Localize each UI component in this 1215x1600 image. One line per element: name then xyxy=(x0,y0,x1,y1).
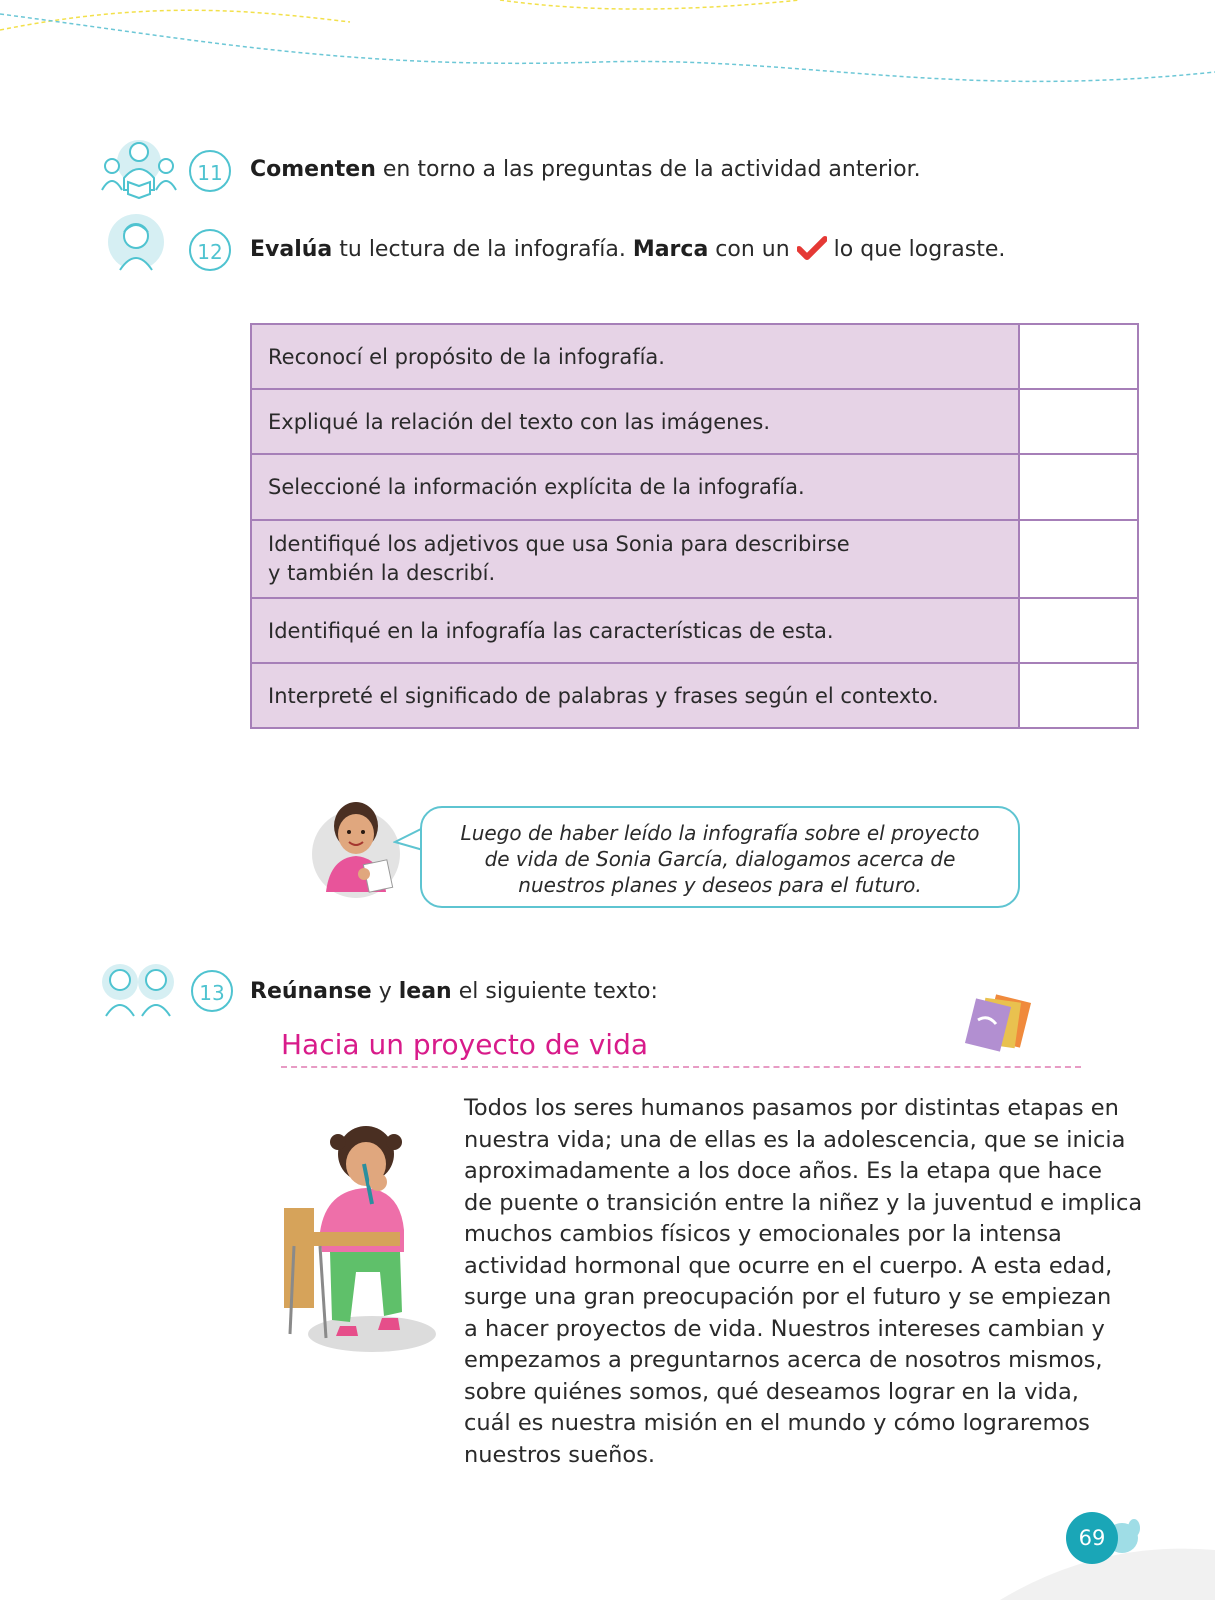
table-row xyxy=(251,598,1138,663)
evaluation-check-cell[interactable] xyxy=(1019,663,1138,728)
activity-13-instruction xyxy=(250,979,658,1004)
activity-11-text: en torno a las preguntas de la actividad anterior. xyxy=(375,157,921,182)
pair-students-icon xyxy=(100,958,176,1018)
activity-11-verb: Comenten xyxy=(250,157,376,182)
activity-13-verb-lean: lean xyxy=(398,979,452,1004)
evaluation-statement: Interpreté el significado de palabras y frases según el contexto. xyxy=(251,663,1019,728)
evaluation-check-cell[interactable] xyxy=(1019,324,1138,389)
evaluation-statement-line: y también la describí. xyxy=(268,561,496,585)
evaluation-check-cell[interactable] xyxy=(1019,598,1138,663)
reading-line: empezamos a preguntarnos acerca de nosotros mismos, xyxy=(464,1347,1103,1373)
speech-bubble-line: Luego de haber leído la infografía sobre el proyecto xyxy=(460,821,980,845)
decorative-wave xyxy=(0,0,1215,110)
evaluation-statement: Expliqué la relación del texto con las imágenes. xyxy=(251,389,1019,454)
activity-number-12: 12 xyxy=(189,229,231,271)
speech-bubble-line: de vida de Sonia García, dialogamos acerca de xyxy=(484,847,956,871)
reading-line: Todos los seres humanos pasamos por distintas etapas en xyxy=(464,1095,1119,1121)
check-mark-icon xyxy=(797,236,827,260)
activity-number-11: 11 xyxy=(189,150,231,192)
reading-line: nuestra vida; una de ellas es la adolescencia, que se inicia xyxy=(464,1126,1126,1153)
speech-bubble xyxy=(420,806,1020,908)
student-icon xyxy=(106,212,166,274)
activity-12-verb-evalua: Evalúa xyxy=(250,237,333,262)
table-row xyxy=(251,324,1138,389)
evaluation-check-cell[interactable] xyxy=(1019,454,1138,520)
activity-13-verb-reunanse: Reúnanse xyxy=(250,979,372,1004)
reading-line: de puente o transición entre la niñez y la juventud e implica xyxy=(464,1189,1143,1216)
evaluation-check-cell[interactable] xyxy=(1019,389,1138,454)
evaluation-statement: Identifiqué en la infografía las características de esta. xyxy=(251,598,1019,663)
evaluation-statement xyxy=(251,520,1019,598)
reading-line: sobre quiénes somos, qué deseamos lograr en la vida, xyxy=(464,1378,1079,1405)
reading-body xyxy=(464,1093,1144,1471)
girl-at-desk-illustration xyxy=(280,1112,442,1354)
activity-12-text-3: lo que lograste. xyxy=(826,237,1006,262)
activity-13-text-1: y xyxy=(371,979,399,1004)
activity-13-text-2: el siguiente texto: xyxy=(451,979,658,1004)
group-reading-icon xyxy=(98,138,180,200)
reading-line: a hacer proyectos de vida. Nuestros intereses cambian y xyxy=(464,1315,1105,1342)
reading-title: Hacia un proyecto de vida xyxy=(281,1028,649,1061)
books-icon xyxy=(960,992,1042,1052)
activity-12-verb-marca: Marca xyxy=(632,237,709,262)
reading-line: actividad hormonal que ocurre en el cuerpo. A esta edad, xyxy=(464,1252,1113,1279)
evaluation-check-cell[interactable] xyxy=(1019,520,1138,598)
activity-11-instruction xyxy=(250,157,921,182)
activity-12-text-1: tu lectura de la infografía. xyxy=(332,237,633,262)
reading-line: nuestros sueños. xyxy=(464,1441,656,1468)
evaluation-statement: Seleccioné la información explícita de la infografía. xyxy=(251,454,1019,520)
reading-line: muchos cambios físicos y emocionales por la intensa xyxy=(464,1221,1062,1247)
activity-12-instruction xyxy=(250,236,1005,262)
activity-number-13: 13 xyxy=(191,970,233,1012)
title-divider xyxy=(281,1066,1081,1068)
table-row xyxy=(251,454,1138,520)
girl-with-paper-illustration xyxy=(308,792,404,900)
reading-line: cuál es nuestra misión en el mundo y cómo lograremos xyxy=(464,1410,1090,1436)
page-number: 69 xyxy=(1066,1512,1118,1564)
evaluation-table xyxy=(250,323,1139,729)
activity-12-text-2: con un xyxy=(708,237,797,262)
evaluation-statement: Reconocí el propósito de la infografía. xyxy=(251,324,1019,389)
reading-line: aproximadamente a los doce años. Es la etapa que hace xyxy=(464,1158,1102,1184)
reading-line: surge una gran preocupación por el futuro y se empiezan xyxy=(464,1284,1112,1310)
speech-bubble-line: nuestros planes y deseos para el futuro. xyxy=(518,873,922,897)
table-row xyxy=(251,520,1138,598)
table-row xyxy=(251,389,1138,454)
evaluation-statement-line: Identifiqué los adjetivos que usa Sonia para describirse xyxy=(268,532,850,556)
table-row xyxy=(251,663,1138,728)
